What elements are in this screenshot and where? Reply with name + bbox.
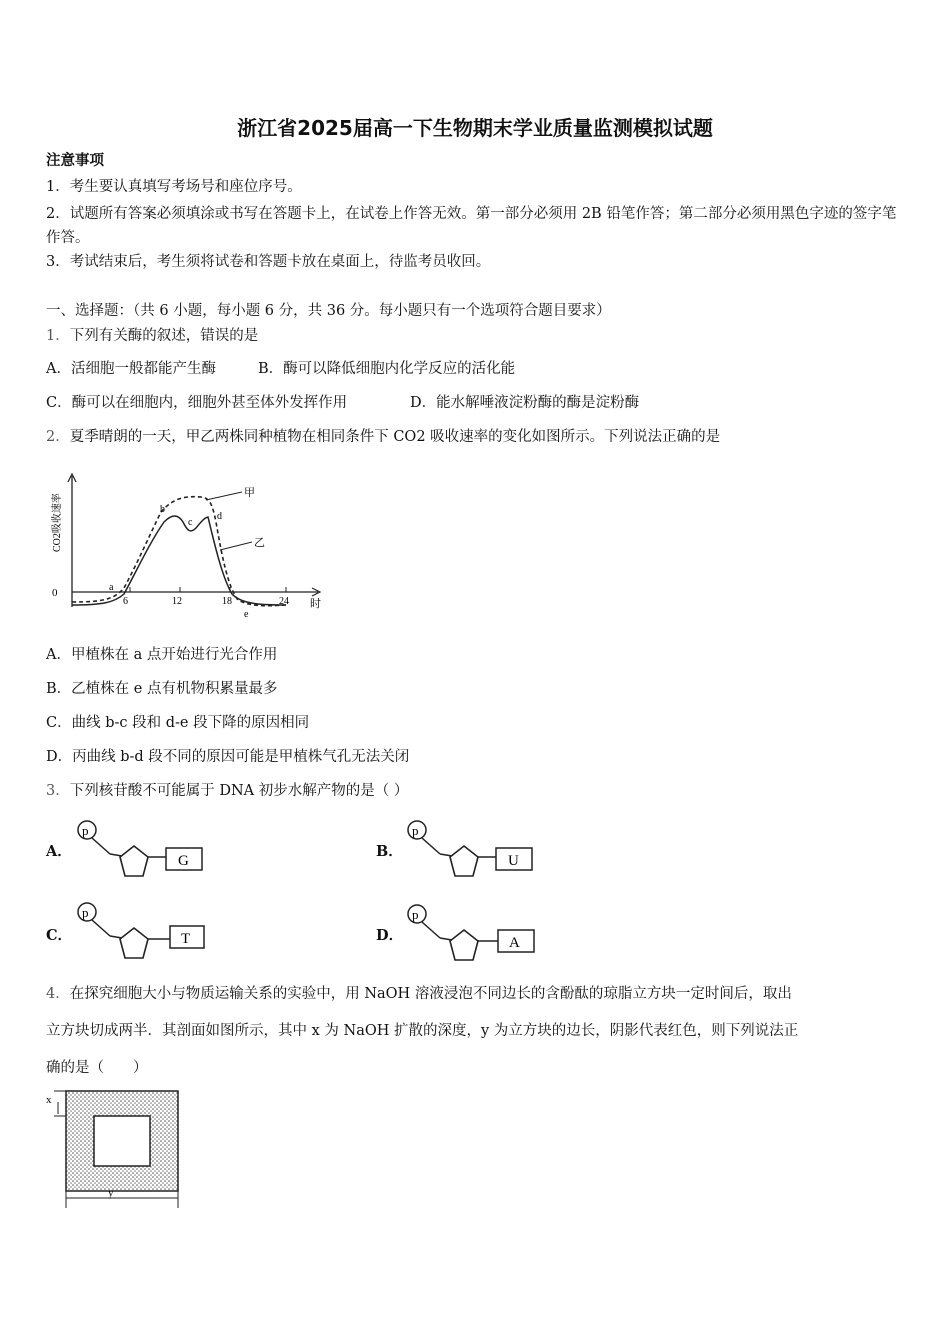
q4-line-1 xyxy=(46,984,792,1004)
q3-option-c-nucleotide xyxy=(70,898,210,966)
q3-text: 下列核苷酸不可能属于 DNA 初步水解产物的是（ ） xyxy=(69,783,409,799)
base-label: T xyxy=(181,931,191,947)
section-heading: 一、选择题：（共 6 小题，每小题 6 分，共 36 分。每小题只有一个选项符合题目要求） xyxy=(46,303,611,319)
legend-yi: 乙 xyxy=(254,537,265,549)
q3-option-b-label: B． xyxy=(376,843,403,860)
point-label-a: a xyxy=(109,582,114,593)
q1-option-a: A．活细胞一般都能产生酶 xyxy=(46,361,216,377)
q3-option-a-label: A． xyxy=(46,843,72,860)
legend-jia: 甲 xyxy=(244,487,255,499)
notice-heading: 注意事项 xyxy=(46,152,104,169)
q1-option-b: B．酶可以降低细胞内化学反应的活化能 xyxy=(258,361,516,377)
pentose-pentagon xyxy=(120,928,148,958)
q3-option-d-label: D． xyxy=(376,927,404,944)
series-jia-line xyxy=(72,497,286,606)
q1-number: 1． xyxy=(46,328,70,344)
phosphate-bond xyxy=(92,920,110,936)
q2-option-b: B．乙植株在 e 点有机物积累量最多 xyxy=(46,681,278,697)
q3-stem xyxy=(46,781,408,801)
phosphate-bond xyxy=(422,838,440,854)
base-label: U xyxy=(508,853,519,869)
x-tick-0: 0 xyxy=(52,587,58,599)
q1-stem xyxy=(46,326,258,346)
notice-item-3: 3．考试结束后，考生须将试卷和答题卡放在桌面上，待监考员收回。 xyxy=(46,254,491,270)
x-axis-label: 时 xyxy=(310,598,321,610)
x-tick-12: 12 xyxy=(172,596,182,607)
pentose-pentagon xyxy=(120,846,148,876)
sugar-bond xyxy=(440,938,452,940)
notice-item-2: 2．试题所有答案必须填涂或书写在答题卡上，在试卷上作答无效。第一部分必须用 2B 铅笔作答；第二部分必须用黑色字迹的签字笔作答。 xyxy=(46,206,897,246)
jia-leader-line xyxy=(206,492,242,500)
x-tick-18: 18 xyxy=(222,596,232,607)
pentose-pentagon xyxy=(450,846,478,876)
q1-option-d: D．能水解唾液淀粉酶的酶是淀粉酶 xyxy=(410,395,640,411)
x-tick-6: 6 xyxy=(123,596,128,607)
point-label-b: b xyxy=(160,504,165,515)
point-label-c: c xyxy=(188,517,193,528)
sugar-bond xyxy=(110,854,122,856)
phosphate-bond xyxy=(92,838,110,854)
base-label: A xyxy=(509,935,520,951)
q3-number: 3． xyxy=(46,783,70,799)
q3-option-d-nucleotide xyxy=(400,900,540,968)
phosphate-label: p xyxy=(82,823,89,838)
q3-option-c-label: C． xyxy=(46,927,73,944)
q4-line-3: 确的是（ ） xyxy=(46,1060,148,1076)
page-title: 浙江省2025届高一下生物期末学业质量监测模拟试题 xyxy=(237,116,713,140)
q1-option-c: C．酶可以在细胞内，细胞外甚至体外发挥作用 xyxy=(46,395,348,411)
point-label-e: e xyxy=(244,609,249,620)
q2-text: 夏季晴朗的一天，甲乙两株同种植物在相同条件下 CO2 吸收速率的变化如图所示。下列说法正确的是 xyxy=(69,429,721,445)
agar-cube-cross-section xyxy=(44,1088,189,1212)
unstained-core xyxy=(94,1116,150,1166)
q2-option-c: C．曲线 b-c 段和 d-e 段下降的原因相同 xyxy=(46,715,310,731)
phosphate-label: p xyxy=(412,907,419,922)
q3-option-b-nucleotide xyxy=(400,816,540,884)
q4-line-2: 立方块切成两半．其剖面如图所示，其中 x 为 NaOH 扩散的深度，y 为立方块的边长，阴影代表红色，则下列说法正 xyxy=(46,1023,799,1039)
q4-text-1: 在探究细胞大小与物质运输关系的实验中，用 NaOH 溶液浸泡不同边长的含酚酞的琼脂立方块一定时间后，取出 xyxy=(69,986,792,1002)
sugar-bond xyxy=(110,936,122,938)
phosphate-label: p xyxy=(82,905,89,920)
phosphate-bond xyxy=(422,922,440,938)
yi-leader-line xyxy=(220,542,252,550)
q4-number: 4． xyxy=(46,986,70,1002)
q2-option-d: D．丙曲线 b-d 段不同的原因可能是甲植株气孔无法关闭 xyxy=(46,749,410,765)
q2-option-a: A．甲植株在 a 点开始进行光合作用 xyxy=(46,647,278,663)
q2-stem xyxy=(46,427,720,447)
co2-absorption-chart xyxy=(46,462,331,622)
q2-number: 2． xyxy=(46,429,70,445)
label-x: x xyxy=(46,1094,52,1106)
base-label: G xyxy=(178,853,189,869)
q3-option-a-nucleotide xyxy=(70,816,210,884)
phosphate-label: p xyxy=(412,823,419,838)
y-axis-label: CO2吸收速率 xyxy=(52,493,63,552)
q1-text: 下列有关酶的叙述，错误的是 xyxy=(69,328,259,344)
notice-item-1: 1．考生要认真填写考场号和座位序号。 xyxy=(46,179,302,195)
sugar-bond xyxy=(440,854,452,856)
label-y: y xyxy=(108,1187,114,1199)
point-label-d: d xyxy=(217,511,222,522)
pentose-pentagon xyxy=(450,930,478,960)
x-tick-24: 24 xyxy=(279,596,289,607)
